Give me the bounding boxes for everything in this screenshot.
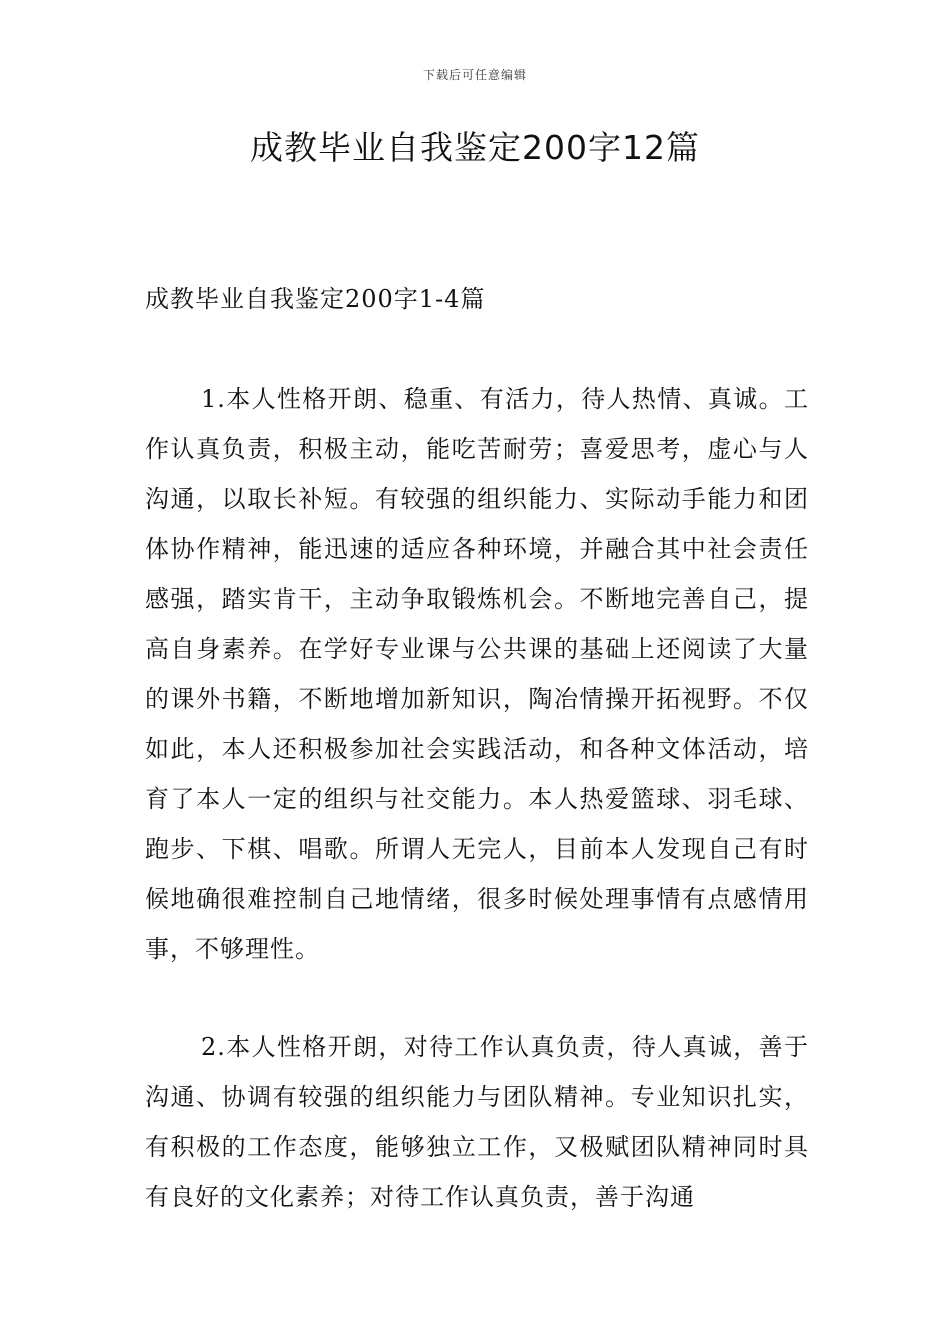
header-note: 下载后可任意编辑 (422, 68, 527, 82)
section-subtitle: 成教毕业自我鉴定200字1-4篇 (145, 285, 486, 313)
paragraph-2: 2.本人性格开朗，对待工作认真负责，待人真诚，善于沟通、协调有较强的组织能力与团队精神。专业知识扎实，有积极的工作态度，能够独立工作，又极赋团队精神同时具有良好的文化素养；对待工作认真负责，善于沟通 (145, 1033, 809, 1211)
paragraph-1: 1.本人性格开朗、稳重、有活力，待人热情、真诚。工作认真负责，积极主动，能吃苦耐劳；喜爱思考，虚心与人沟通，以取长补短。有较强的组织能力、实际动手能力和团体协作精神，能迅速的适应各种环境，并融合其中社会责任感强，踏实肯干，主动争取锻炼机会。不断地完善自己，提高自身素养。在学好专业课与公共课的基础上还阅读了大量的课外书籍，不断地增加新知识，陶冶情操开拓视野。不仅如此，本人还积极参加社会实践活动，和各种文体活动，培育了本人一定的组织与社交能力。本人热爱篮球、羽毛球、跑步、下棋、唱歌。所谓人无完人，目前本人发现自己有时候地确很难控制自己地情绪，很多时候处理事情有点感情用事，不够理性。 (145, 385, 809, 963)
document-title: 成教毕业自我鉴定200字12篇 (250, 128, 700, 167)
